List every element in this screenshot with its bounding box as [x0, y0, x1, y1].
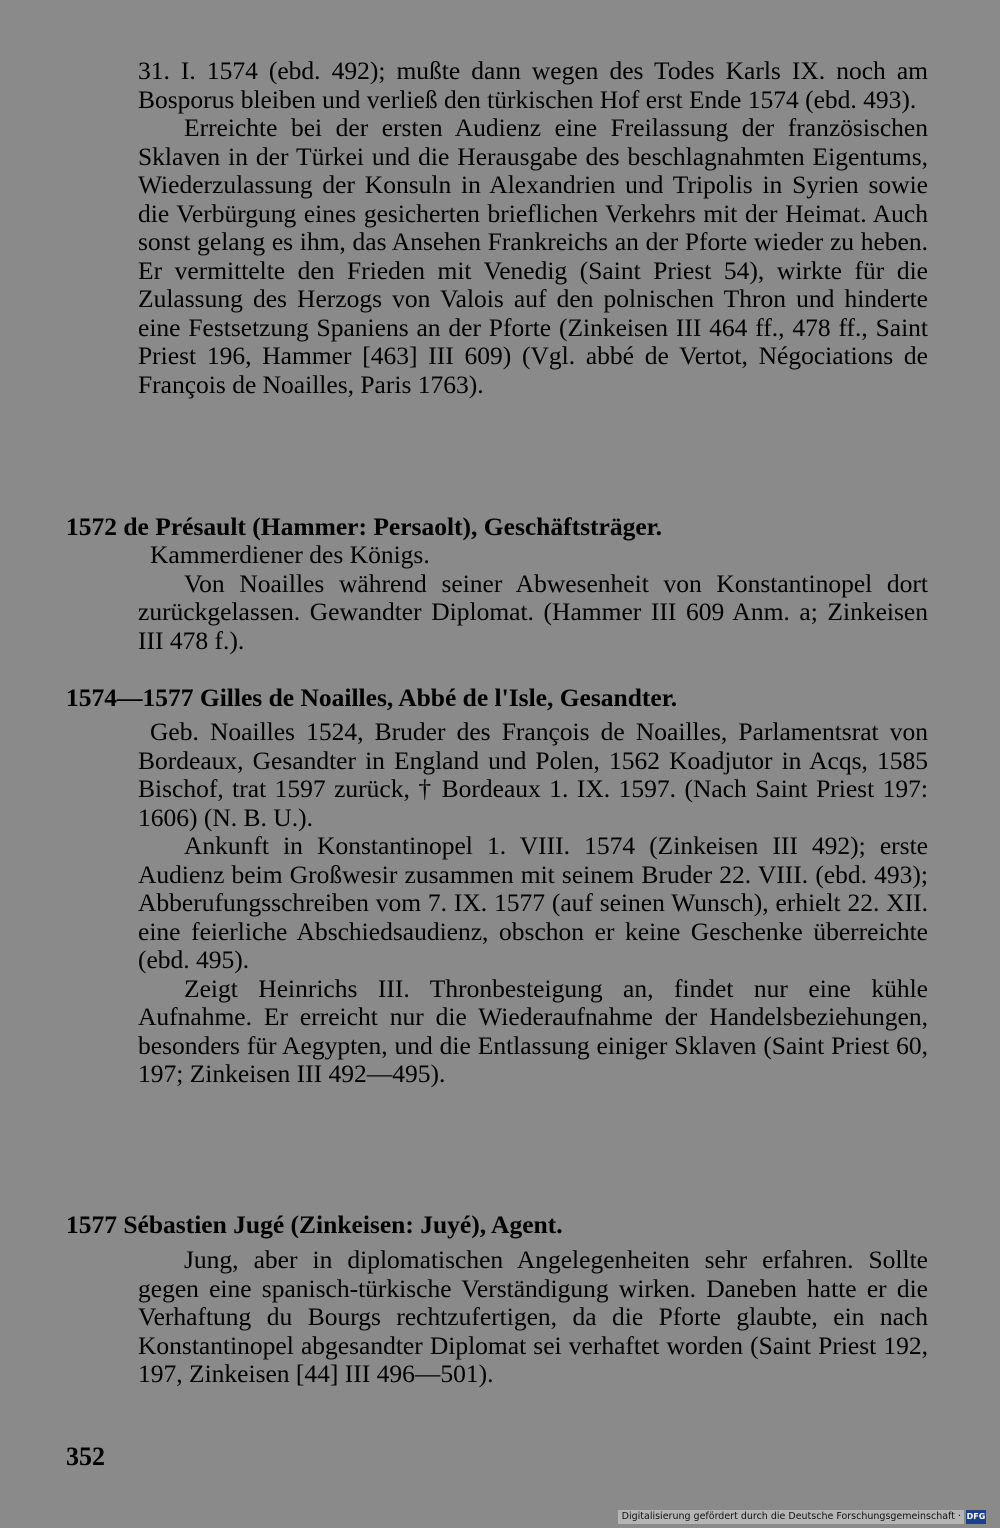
entry-presault-role: Kammerdiener des Königs.: [150, 540, 430, 569]
digitization-credit: Digitalisierung gefördert durch die Deutsche Forschungsgemeinschaft ·: [618, 1510, 964, 1524]
entry-body-noailles: [138, 718, 928, 1089]
text-block-1: [138, 57, 928, 399]
entry-heading-presault: 1572 de Présault (Hammer: Persaolt), Geschäftsträger.: [66, 512, 663, 541]
entry-noailles-activity: Zeigt Heinrichs III. Thronbesteigung an, findet nur eine kühle Aufnahme. Er erreicht nur die Wiederaufnahme der Handelsbeziehungen, besonders für Aegypten, und die Entlassung einiger Sklaven (Saint Priest 60, 197; Zinkeisen III 492—495).: [138, 973, 928, 1088]
paragraph-continuation: 31. I. 1574 (ebd. 492); mußte dann wegen des Todes Karls IX. noch am Bosporus bleiben und verließ den türkischen Hof erst Ende 1574 (ebd. 493).: [138, 56, 928, 114]
entry-body-presault: [138, 541, 928, 655]
page-number: 352: [66, 1442, 105, 1471]
entry-juge-text: Jung, aber in diplomatischen Angelegenheiten sehr erfahren. Sollte gegen eine spanisch-türkische Verständigung wirken. Daneben hatte er die Verhaftung du Bourgs rechtzufertigen, da die Pforte glaubte, ein nach Konstantinopel abgesandter Diplomat sei verhaftet worden (Saint Priest 192, 197, Zinkeisen [44] III 496—501).: [138, 1245, 928, 1388]
entry-noailles-bio: Geb. Noailles 1524, Bruder des François de Noailles, Parlamentsrat von Bordeaux, Gesandter in England und Polen, 1562 Koadjutor in Acqs, 1585 Bischof, trat 1597 zurück, † Bordeaux 1. IX. 1597. (Nach Saint Priest 197: 1606) (N. B. U.).: [138, 717, 928, 832]
entry-heading-noailles: 1574—1577 Gilles de Noailles, Abbé de l'Isle, Gesandter.: [66, 683, 678, 712]
entry-presault-text: Von Noailles während seiner Abwesenheit von Konstantinopel dort zurückgelassen. Gewandter Diplomat. (Hammer III 609 Anm. a; Zinkeisen III 478 f.).: [138, 568, 928, 655]
entry-heading-juge: 1577 Sébastien Jugé (Zinkeisen: Juyé), Agent.: [66, 1210, 563, 1239]
entry-body-juge: [138, 1246, 928, 1389]
paragraph-achievements: Erreichte bei der ersten Audienz eine Freilassung der französischen Sklaven in der Türkei und die Herausgabe des beschlagnahmten Eigentums, Wiederzulassung der Konsuln in Alexandrien und Tripolis in Syrien sowie die Verbürgung eines gesicherten brieflichen Verkehrs mit der Heimat. Auch sonst gelang es ihm, das Ansehen Frankreichs an der Pforte wieder zu heben. Er vermittelte den Frieden mit Venedig (Saint Priest 54), wirkte für die Zulassung des Herzogs von Valois auf den polnischen Thron und hinderte eine Festsetzung Spaniens an der Pforte (Zinkeisen III 464 ff., 478 ff., Saint Priest 196, Hammer [463] III 609) (Vgl. abbé de Vertot, Négociations de François de Noailles, Paris 1763).: [138, 113, 928, 399]
entry-noailles-arrival: Ankunft in Konstantinopel 1. VIII. 1574 (Zinkeisen III 492); erste Audienz beim Großwesir zusammen mit seinem Bruder 22. VIII. (ebd. 493); Abberufungsschreiben vom 7. IX. 1577 (auf seinen Wunsch), erhielt 22. XII. eine feierliche Abschiedsaudienz, obschon er keine Geschenke überreichte (ebd. 495).: [138, 831, 928, 974]
dfg-logo-icon: DFG: [966, 1510, 986, 1524]
